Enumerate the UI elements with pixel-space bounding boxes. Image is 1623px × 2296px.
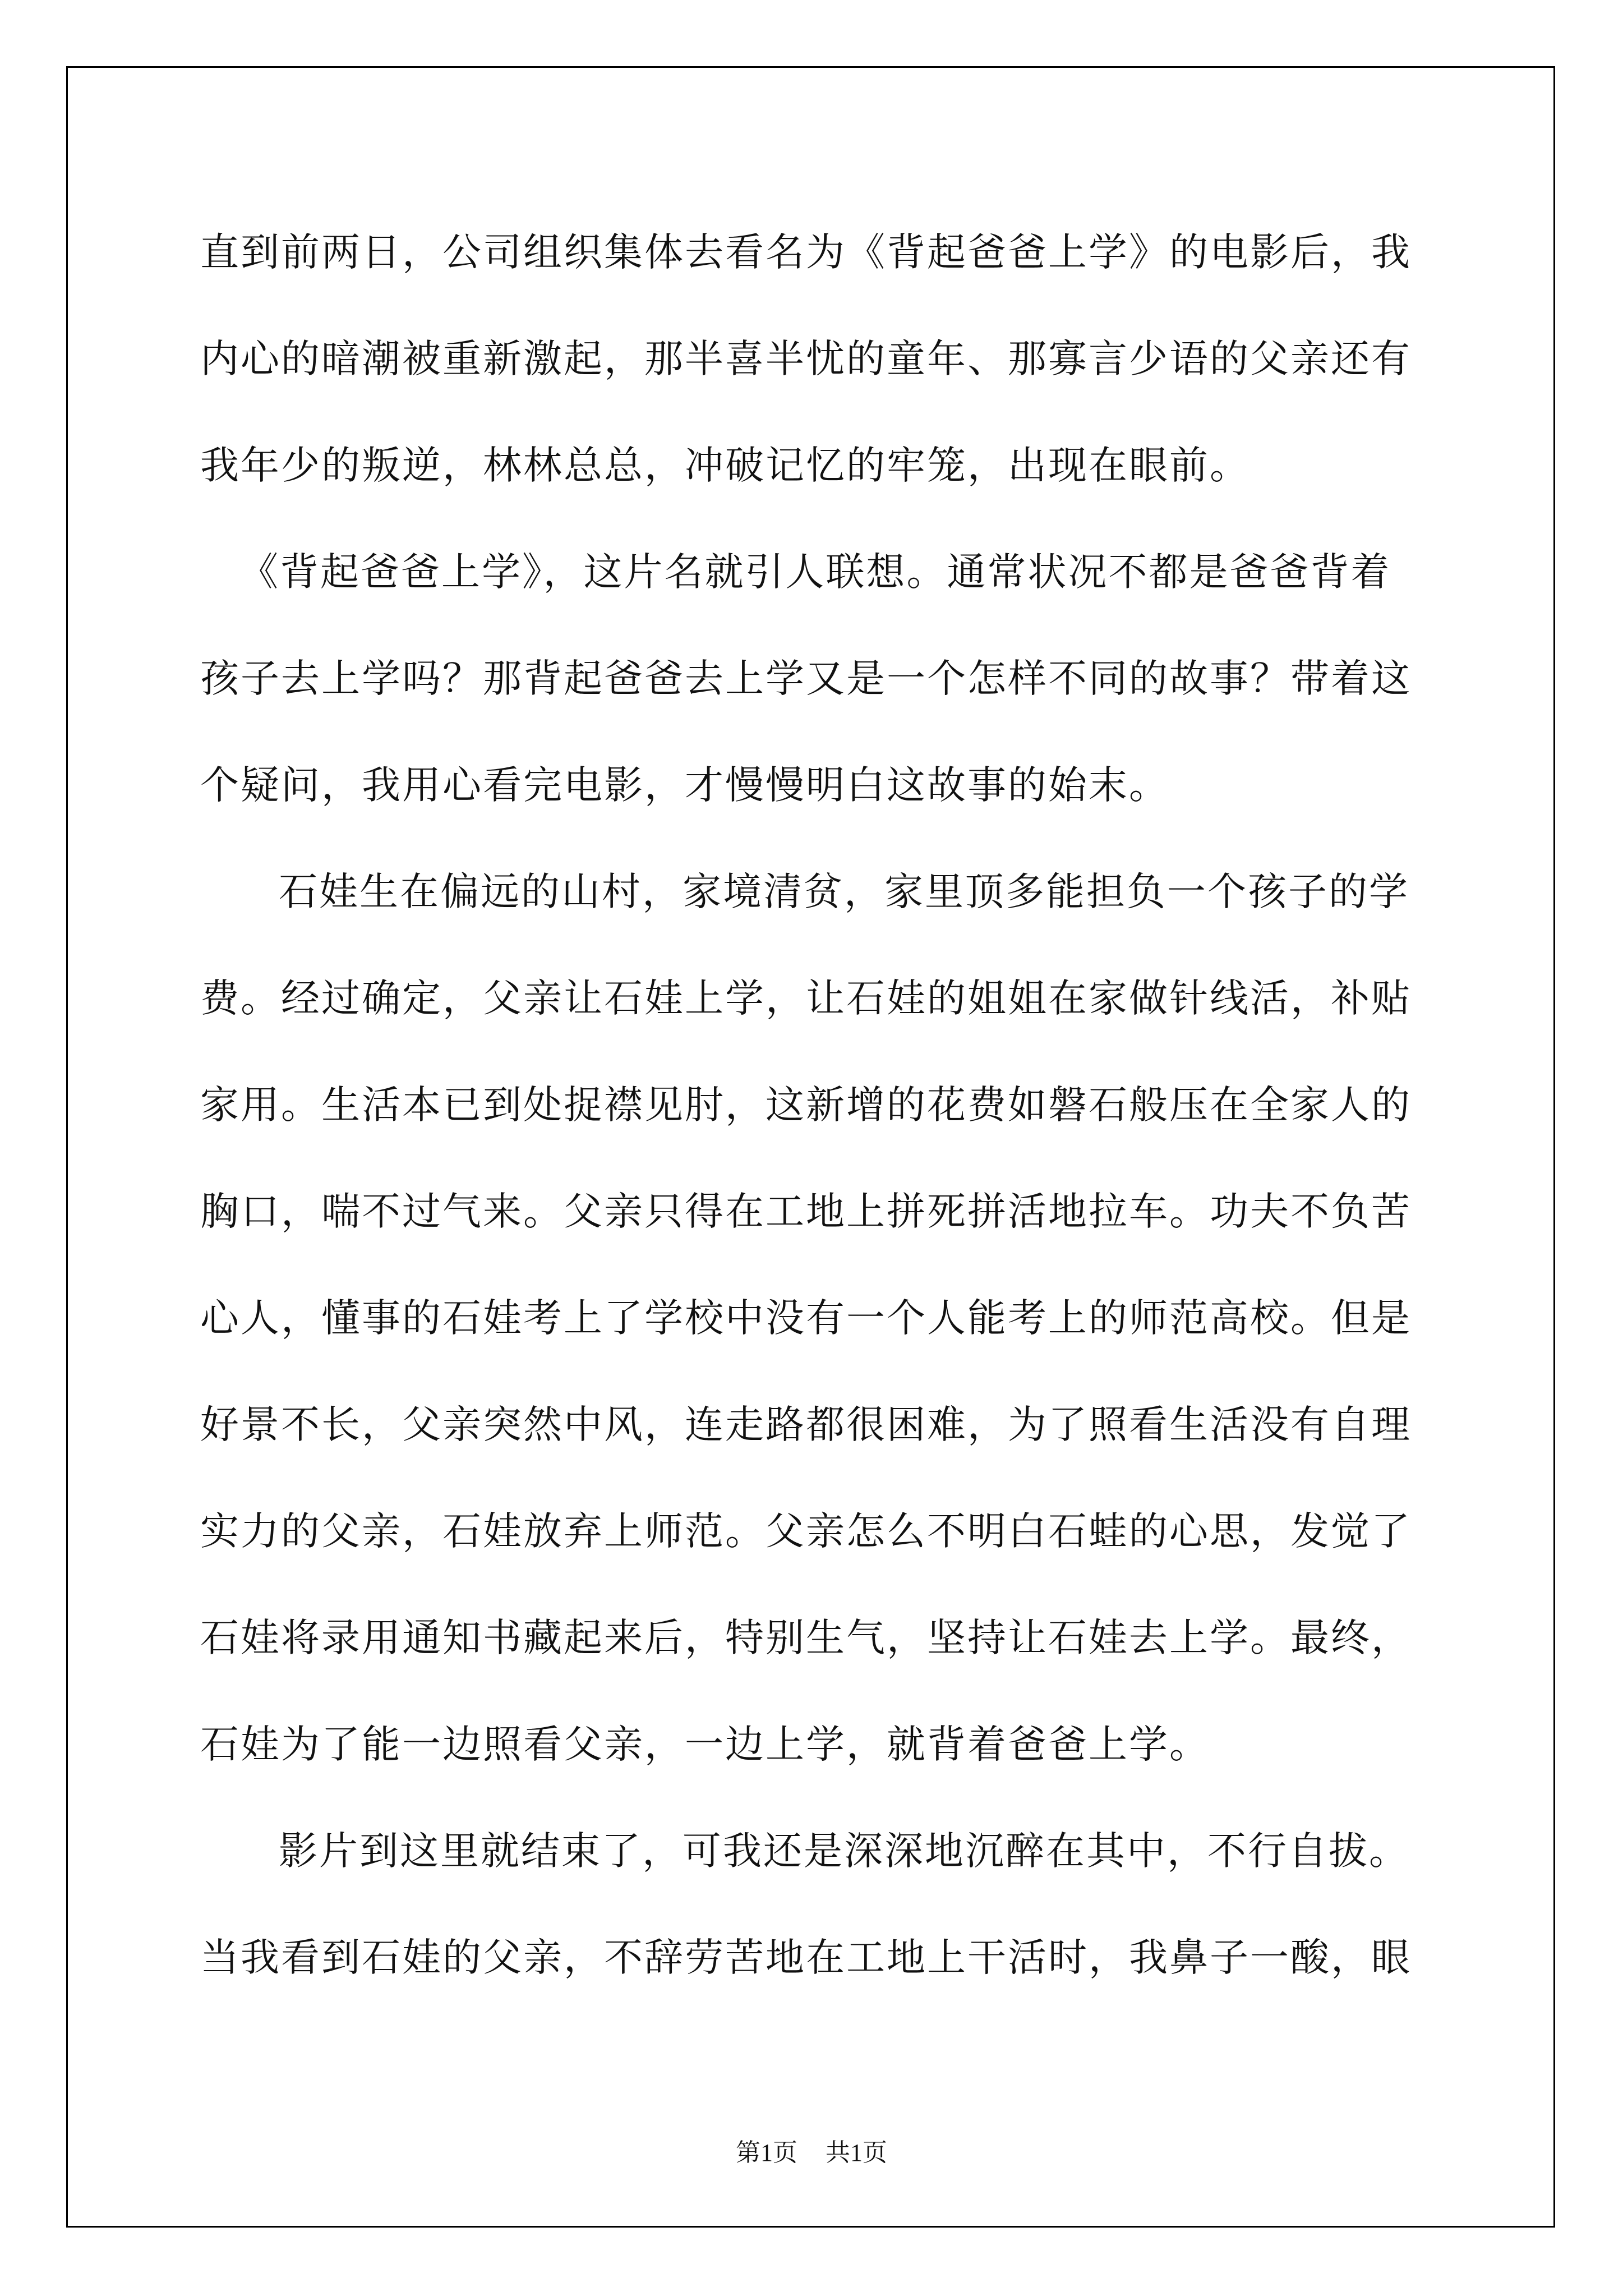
text-line: 石娃为了能一边照看父亲，一边上学，就背着爸爸上学。 [200, 1722, 1210, 1767]
text-line: 当我看到石娃的父亲，不辞劳苦地在工地上干活时，我鼻子一酸，眼 [200, 1935, 1412, 1980]
text-line: 直到前两日，公司组织集体去看名为《背起爸爸上学》的电影后，我 [200, 230, 1412, 275]
page-total: 共1页 [826, 2139, 887, 2166]
text-line: 好景不长，父亲突然中风，连走路都很困难，为了照看生活没有自理 [200, 1402, 1412, 1447]
paragraph-start-line: 《背起爸爸上学》，这片名就引人联想。通常状况不都是爸爸背着 [239, 550, 1391, 595]
text-line: 个疑问，我用心看完电影，才慢慢明白这故事的始末。 [200, 763, 1169, 808]
text-line: 石娃将录用通知书藏起来后，特别生气，坚持让石娃去上学。最终， [200, 1616, 1412, 1660]
page-footer [0, 2136, 1623, 2170]
paragraph-start-line: 影片到这里就结束了，可我还是深深地沉醉在其中，不行自拔。 [279, 1829, 1409, 1874]
text-line: 心人，懂事的石娃考上了学校中没有一个人能考上的师范高校。但是 [200, 1296, 1412, 1341]
text-line: 胸口，喘不过气来。父亲只得在工地上拼死拼活地拉车。功夫不负苦 [200, 1189, 1412, 1234]
text-line: 内心的暗潮被重新激起，那半喜半忧的童年、那寡言少语的父亲还有 [200, 337, 1412, 381]
paragraph-start-line: 石娃生在偏远的山村，家境清贫，家里顶多能担负一个孩子的学 [279, 869, 1409, 914]
text-line: 实力的父亲，石娃放弃上师范。父亲怎么不明白石蛙的心思，发觉了 [200, 1509, 1412, 1554]
text-line: 费。经过确定，父亲让石娃上学，让石娃的姐姐在家做针线活，补贴 [200, 976, 1412, 1021]
page-border [66, 66, 1555, 2228]
text-line: 孩子去上学吗？那背起爸爸去上学又是一个怎样不同的故事？带着这 [200, 656, 1412, 701]
text-line: 我年少的叛逆，林林总总，冲破记忆的牢笼，出现在眼前。 [200, 443, 1250, 488]
page-number: 第1页 [736, 2139, 797, 2166]
text-line: 家用。生活本已到处捉襟见肘，这新增的花费如磐石般压在全家人的 [200, 1083, 1412, 1128]
